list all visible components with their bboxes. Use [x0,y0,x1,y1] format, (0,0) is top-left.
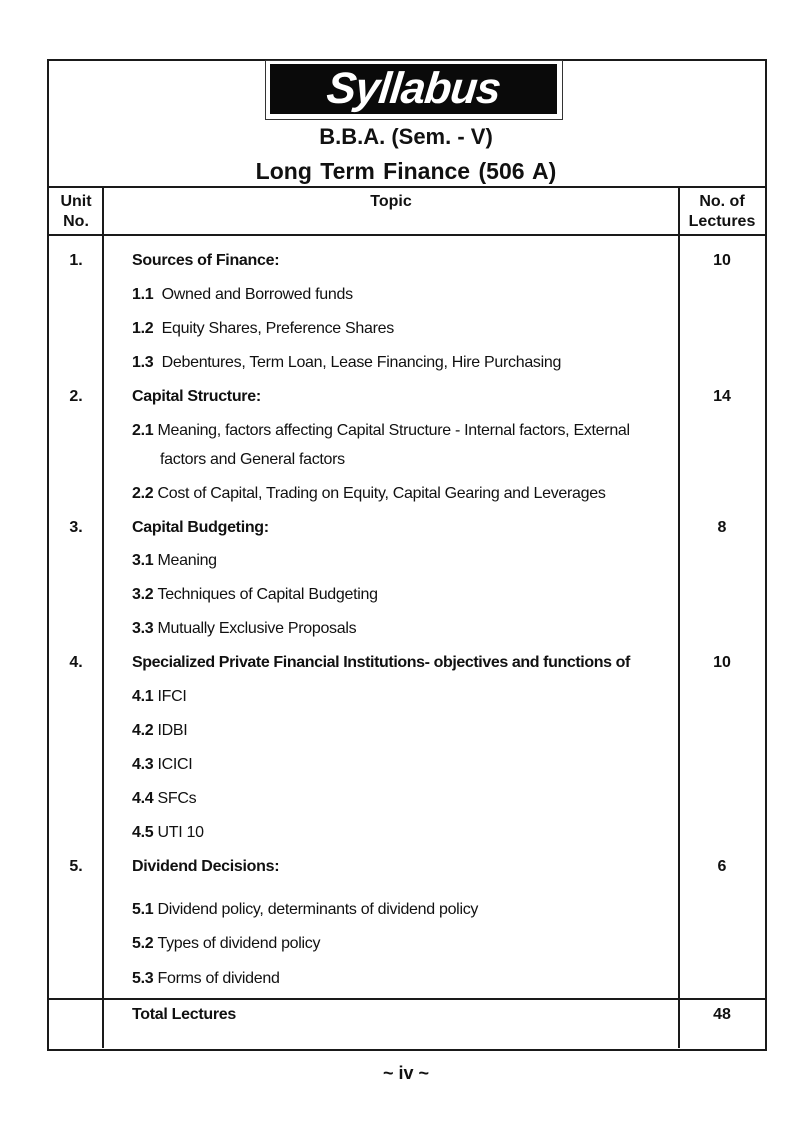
subtopic-number: 3.1 [132,552,154,569]
subtopic-text: IFCI [157,688,187,705]
column-header-lectures [680,192,764,232]
subtopic-text: UTI 10 [157,824,204,841]
subtopic [132,320,394,338]
subtopic [132,586,378,604]
subtopic-text: Meaning, factors affecting Capital Structure - Internal factors, External [157,422,630,439]
subtopic-text: Owned and Borrowed funds [161,286,353,303]
subtopic-number: 4.1 [132,688,154,705]
subtopic [132,722,187,740]
header-top-divider [47,186,765,188]
subtopic [132,485,606,503]
subtopic-continuation: factors and General factors [160,451,345,468]
subtopic-text: Equity Shares, Preference Shares [161,320,394,337]
subtopic-text: Cost of Capital, Trading on Equity, Capital Gearing and Leverages [157,485,606,502]
unit-header-line1: Unit [60,193,92,210]
subtopic-number: 2.2 [132,485,154,502]
banner-title: Syllabus [324,64,503,113]
lecture-count: 10 [713,252,731,269]
subtopic-text: Techniques of Capital Budgeting [157,586,378,603]
subtopic-text: Dividend policy, determinants of dividend policy [157,901,479,918]
subtopic [132,552,217,570]
unit-title: Specialized Private Financial Institutions- objectives and functions of [132,654,630,671]
subtopic-number: 5.2 [132,935,154,952]
subtopic-number: 1.3 [132,354,154,371]
lecture-count: 8 [717,519,727,536]
subtopic-text: IDBI [157,722,188,739]
total-row-divider [47,998,765,1000]
subtopic [132,688,187,706]
lecture-count: 6 [717,858,727,875]
subtopic-number: 1.1 [132,286,154,303]
lecture-count: 10 [713,654,731,671]
column-header-unit [49,192,103,232]
subtopic-text: Meaning [157,552,217,569]
subtopic-number: 5.1 [132,901,154,918]
unit-title: Dividend Decisions: [132,858,280,875]
subtopic [132,354,561,372]
subtopic-number: 5.3 [132,970,154,987]
syllabus-banner [270,64,557,114]
subtopic [132,286,353,304]
total-lectures-value: 48 [713,1006,731,1023]
subtopic-number: 4.5 [132,824,154,841]
subtopic-text: Forms of dividend [157,970,280,987]
header-bottom-divider [47,234,765,236]
lectures-header-line1: No. of [699,193,745,210]
subtopic [132,970,280,988]
subtopic [132,901,478,919]
program-title: B.B.A. (Sem. - V) [319,124,493,149]
subtopic-number: 4.3 [132,756,154,773]
subtopic-number: 4.4 [132,790,154,807]
column-header-topic: Topic [370,193,412,210]
unit-title: Capital Structure: [132,388,261,405]
subtopic-number: 4.2 [132,722,154,739]
unit-header-line2: No. [63,213,89,230]
subtopic-text: SFCs [157,790,197,807]
subtopic-text: Types of dividend policy [157,935,321,952]
subtopic-text: ICICI [157,756,193,773]
unit-number: 2. [69,388,83,405]
subtopic-number: 3.3 [132,620,154,637]
lectures-column-divider [678,187,680,1048]
subtopic-number: 2.1 [132,422,154,439]
subtopic-text: Mutually Exclusive Proposals [157,620,357,637]
unit-number: 4. [69,654,83,671]
course-title: Long Term Finance (506 A) [255,158,557,184]
page-number: ~ iv ~ [382,1063,430,1083]
unit-number: 5. [69,858,83,875]
lectures-header-line2: Lectures [688,213,756,230]
total-lectures-label: Total Lectures [132,1006,236,1023]
unit-number: 1. [69,252,83,269]
subtopic [132,422,630,440]
unit-title: Capital Budgeting: [132,519,269,536]
subtopic-number: 1.2 [132,320,154,337]
lecture-count: 14 [713,388,731,405]
subtopic [132,790,196,808]
subtopic-text: Debentures, Term Loan, Lease Financing, Hire Purchasing [161,354,562,371]
unit-title: Sources of Finance: [132,252,280,269]
subtopic [132,935,320,953]
unit-number: 3. [69,519,83,536]
subtopic-number: 3.2 [132,586,154,603]
subtopic [132,620,356,638]
subtopic [132,756,192,774]
unit-column-divider [102,187,104,1048]
subtopic [132,824,204,842]
